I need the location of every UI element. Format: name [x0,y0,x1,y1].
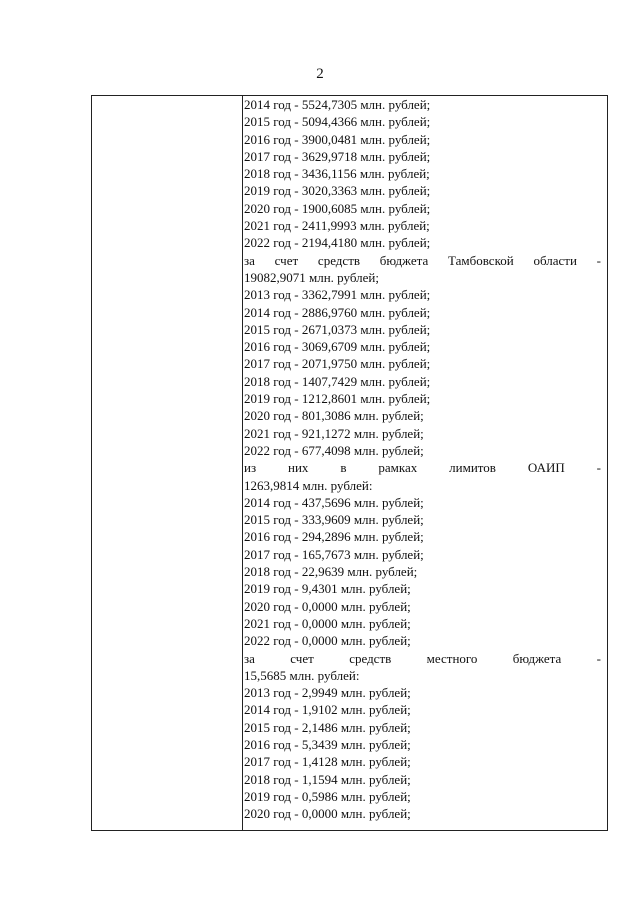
financing-line: 2022 год - 677,4098 млн. рублей; [244,442,424,458]
financing-line: 2020 год - 0,0000 млн. рублей; [244,806,411,822]
financing-line: 2016 год - 5,3439 млн. рублей; [244,736,411,752]
financing-line: 2020 год - 0,0000 млн. рублей; [244,598,411,614]
financing-line: 2016 год - 294,2896 млн. рублей; [244,529,424,545]
financing-line: 2017 год - 3629,9718 млн. рублей; [244,148,431,164]
financing-line: 2017 год - 165,7673 млн. рублей; [244,546,424,562]
budget-table [91,95,608,831]
financing-line: 2015 год - 5094,4366 млн. рублей; [244,114,431,130]
financing-line: 2017 год - 2071,9750 млн. рублей; [244,356,431,372]
financing-line: 1263,9814 млн. рублей: [244,477,373,493]
financing-cell [244,96,601,822]
financing-line: 2019 год - 3020,3363 млн. рублей; [244,183,431,199]
financing-line: 2016 год - 3069,6709 млн. рублей; [244,339,431,355]
financing-line: 2015 год - 2,1486 млн. рублей; [244,719,411,735]
financing-line: 2017 год - 1,4128 млн. рублей; [244,754,411,770]
financing-line: 2018 год - 3436,1156 млн. рублей; [244,166,430,182]
financing-line: 2020 год - 1900,6085 млн. рублей; [244,200,431,216]
page-number: 2 [316,66,324,82]
financing-line: 2019 год - 9,4301 млн. рублей; [244,581,411,597]
financing-line: 2014 год - 437,5696 млн. рублей; [244,494,424,510]
financing-line: 2021 год - 2411,9993 млн. рублей; [244,218,430,234]
financing-line: 2020 год - 801,3086 млн. рублей; [244,408,424,424]
financing-line: 2013 год - 3362,7991 млн. рублей; [244,287,431,303]
financing-line: из них в рамках лимитов ОАИП - [244,460,601,476]
financing-line: 2021 год - 0,0000 млн. рублей; [244,615,411,631]
financing-line: за счет средств местного бюджета - [244,650,601,666]
financing-line: 2015 год - 2671,0373 млн. рублей; [244,321,431,337]
financing-line: 2018 год - 1,1594 млн. рублей; [244,771,411,787]
financing-line: 19082,9071 млн. рублей; [244,269,379,285]
financing-line: 2022 год - 2194,4180 млн. рублей; [244,235,431,251]
financing-line: 2013 год - 2,9949 млн. рублей; [244,685,411,701]
financing-line: 2019 год - 0,5986 млн. рублей; [244,788,411,804]
financing-line: 2014 год - 1,9102 млн. рублей; [244,702,411,718]
column-divider [242,96,243,830]
financing-line: 2018 год - 22,9639 млн. рублей; [244,564,418,580]
financing-line: за счет средств бюджета Тамбовской области - [244,252,601,268]
financing-line: 2022 год - 0,0000 млн. рублей; [244,633,411,649]
financing-line: 2016 год - 3900,0481 млн. рублей; [244,131,431,147]
financing-line: 2019 год - 1212,8601 млн. рублей; [244,391,431,407]
financing-line: 2014 год - 5524,7305 млн. рублей; [244,97,431,112]
financing-line: 2014 год - 2886,9760 млн. рублей; [244,304,431,320]
financing-line: 2015 год - 333,9609 млн. рублей; [244,512,424,528]
financing-line: 2021 год - 921,1272 млн. рублей; [244,425,424,441]
financing-line: 15,5685 млн. рублей: [244,667,360,683]
financing-line: 2018 год - 1407,7429 млн. рублей; [244,373,431,389]
